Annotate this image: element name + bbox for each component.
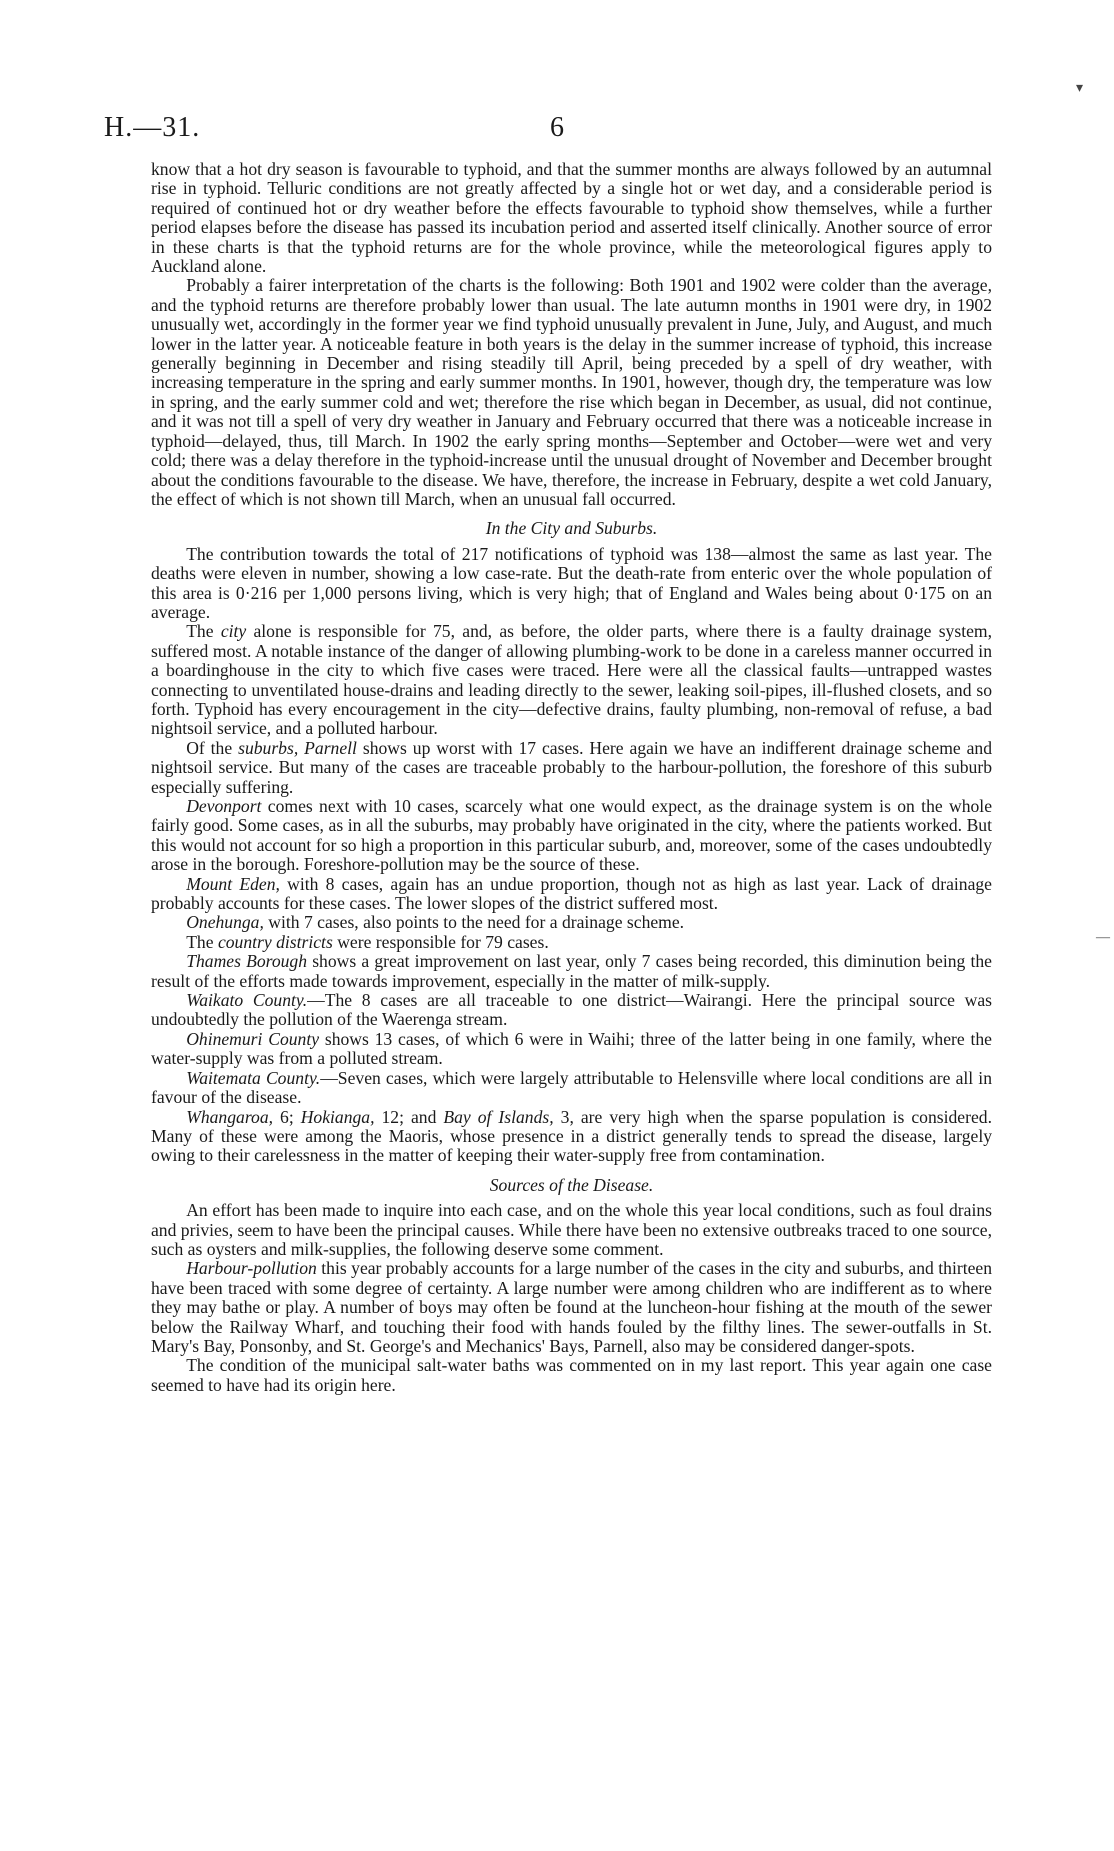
emphasis: Onehunga, bbox=[186, 912, 264, 933]
emphasis: Parnell bbox=[304, 737, 357, 758]
text: this year probably accounts for a large number of the cases in the city and suburbs, and thirteen have been traced with some degree of certainty. A large number were among children who are indifferent as to where they may bathe or play. A number of boys may often be found at the luncheon-hour fishing at the mouth of the sewer below the Railway Wharf, and touching their food with hands fouled by the filthy lines. The sewer-outfalls in St. Mary's Bay, Ponsonby, and St. George's and Mechanics' Bays, Parnell, also may be considered danger-spots. bbox=[151, 1258, 992, 1356]
paragraph bbox=[151, 622, 992, 738]
paragraph bbox=[151, 797, 992, 875]
text: The bbox=[186, 621, 214, 642]
paragraph bbox=[151, 875, 992, 914]
emphasis: Devonport bbox=[186, 796, 262, 816]
emphasis: city bbox=[220, 621, 247, 642]
text: shows 13 cases, of which 6 were in Waihi; three of the latter being in one family, where the water-supply was from a polluted stream. bbox=[151, 1028, 992, 1069]
paragraph bbox=[151, 739, 992, 797]
paragraph bbox=[151, 913, 992, 932]
scan-mark: — bbox=[1096, 930, 1110, 945]
emphasis: Mount Eden, bbox=[186, 873, 280, 894]
paragraph bbox=[151, 1259, 992, 1356]
body-text bbox=[151, 160, 992, 1395]
paragraph: Probably a fairer interpretation of the charts is the following: Both 1901 and 1902 were colder than the average, and the typhoid returns are therefore probably lower than usual. The late autumn months in 1901 were dry, in 1902 unusually wet, accordingly in the former year we find typhoid unusually prevalent in June, July, and August, and much lower in the latter year. A noticeable feature in both years is the delay in the summer increase of typhoid, this increase generally beginning in December and rising steadily till April, being preceded by a spell of dry weather, with increasing temperature in the spring and early summer months. In 1901, however, though dry, the temperature was low in spring, and the early summer cold and wet; therefore the rise which began in December, as usual, did not continue, and it was not till a spell of very dry weather in January and February occurred that there was a noticeable increase in typhoid—delayed, thus, till March. In 1902 the early spring months—September and October—were wet and very cold; there was a delay therefore in the typhoid-increase until the unusual drought of November and December brought about the conditions favourable to the disease. We have, therefore, the increase in February, despite a wet cold January, the effect of which is not shown till March, when an unusual fall occurred. bbox=[151, 275, 992, 509]
text: with 7 cases, also points to the need for a drainage scheme. bbox=[268, 912, 685, 933]
page-number: 6 bbox=[550, 112, 564, 143]
text: were responsible for 79 cases. bbox=[337, 931, 549, 952]
emphasis: Ohinemuri County bbox=[186, 1028, 320, 1049]
paragraph bbox=[151, 1030, 992, 1069]
text: comes next with 10 cases, scarcely what one would expect, as the drainage system is on the whole fairly good. Some cases, as in all the suburbs, may probably have originated in the city, where the patients worked. But this would not account for so high a proportion in this particular suburb, and, moreover, some of the cases undoubtedly arose in the borough. Foreshore-pollution may be the source of these. bbox=[151, 796, 993, 875]
text: alone is responsible for 75, and, as before, the older parts, where there is a faulty drainage system, suffered most. A notable instance of the danger of allowing plumbing-work to be done in a careless manner occurred in a boardinghouse in the city to which five cases were traced. Here were all the classical faults—untrapped wastes connecting to unventilated house-drains and leading directly to the sewer, leaking soil-pipes, ill-flushed closets, and so forth. Typhoid has every encouragement in the city—defective drains, faulty plumbing, non-removal of refuse, a bad nightsoil service, and a polluted harbour. bbox=[151, 621, 992, 739]
emphasis: Bay of Islands, bbox=[443, 1106, 554, 1127]
text: 6; bbox=[280, 1106, 294, 1127]
text: with 8 cases, again has an undue proportion, though not as high as last year. Lack of drainage probably accounts for these cases. The lower slopes of the district suffered most. bbox=[151, 873, 992, 914]
scan-mark: ▾ bbox=[1076, 81, 1084, 96]
paragraph bbox=[151, 1108, 992, 1166]
emphasis: Harbour-pollution bbox=[186, 1258, 317, 1279]
paragraph: The contribution towards the total of 217 notifications of typhoid was 138—almost the same as last year. The deaths were eleven in number, showing a low case-rate. But the death-rate from enteric over the whole population of this area is 0·216 per 1,000 persons living, which is very high; that of England and Wales being about 0·175 on an average. bbox=[151, 543, 992, 622]
text: The bbox=[186, 931, 214, 952]
text: shows up worst with 17 cases. Here again we have an indifferent drainage scheme and nightsoil service. But many of the cases are traceable probably to the harbour-pollution, the foreshore of this suburb especially suffering. bbox=[151, 737, 992, 797]
text: 3, are very high when the sparse population is considered. Many of these were among the Maoris, whose presence in a district generally tends to spread the disease, largely owing to their carelessness in the matter of keeping their water-supply free from contamination. bbox=[151, 1106, 992, 1166]
section-heading: Sources of the Disease. bbox=[489, 1174, 654, 1195]
emphasis: Whangaroa, bbox=[186, 1106, 274, 1127]
text: 12; and bbox=[381, 1106, 437, 1127]
text: shows a great improvement on last year, only 7 cases being recorded, this diminution being the result of the efforts made towards improvement, especially in the matter of milk-supply. bbox=[151, 951, 992, 991]
paragraph bbox=[151, 1069, 992, 1108]
emphasis: country districts bbox=[217, 931, 333, 952]
report-reference: H.—31. bbox=[104, 112, 201, 143]
emphasis: Thames Borough bbox=[186, 951, 308, 972]
text: —The 8 cases are all traceable to one district—Wairangi. Here the principal source was undoubtedly the pollution of the Waerenga stream. bbox=[151, 990, 992, 1030]
emphasis: Hokianga, bbox=[300, 1106, 375, 1127]
paragraph: know that a hot dry season is favourable to typhoid, and that the summer months are always followed by an autumnal rise in typhoid. Telluric conditions are not greatly affected by a single hot or wet day, and a considerable period is required of continued hot or dry weather before the effects favourable to typhoid show themselves, while a further period elapses before the disease has passed its incubation period and asserted itself clinically. Another source of error in these charts is that the typhoid returns are for the whole province, while the meteorological figures apply to Auckland alone. bbox=[151, 159, 992, 277]
emphasis: Waikato County. bbox=[186, 990, 308, 1011]
section-heading: In the City and Suburbs. bbox=[485, 518, 658, 539]
emphasis: suburbs, bbox=[238, 737, 299, 758]
paragraph bbox=[151, 991, 992, 1030]
paragraph bbox=[151, 952, 992, 991]
paragraph bbox=[151, 933, 992, 952]
page-header bbox=[104, 112, 1010, 152]
paragraph: The condition of the municipal salt-water baths was commented on in my last report. This year again one case seemed to have had its origin here. bbox=[151, 1355, 992, 1395]
text: —Seven cases, which were largely attributable to Helensville where local conditions are all in favour of the disease. bbox=[151, 1067, 992, 1108]
paragraph: An effort has been made to inquire into each case, and on the whole this year local conditions, such as foul drains and privies, seem to have been the principal causes. While there have been no extensive outbreaks traced to one source, such as oysters and milk-supplies, the following deserve some comment. bbox=[151, 1200, 992, 1259]
text: Of the bbox=[186, 737, 233, 758]
emphasis: Waitemata County. bbox=[186, 1067, 321, 1088]
